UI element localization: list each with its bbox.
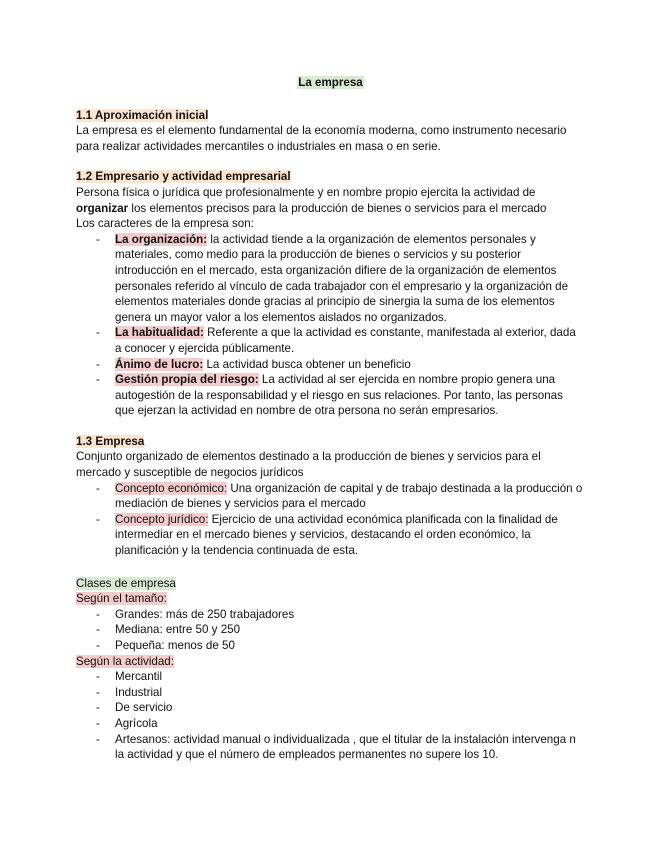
- bold-word: organizar: [76, 201, 129, 215]
- paragraph: Persona física o jurídica que profesionalmente y en nombre propio ejercita la actividad de organizar los elementos precisos para la producción de bienes o servicios para el mercado: [76, 185, 547, 215]
- term: La organización:: [115, 232, 208, 246]
- section-empresa: [76, 434, 585, 559]
- section-aproximacion: [76, 108, 585, 155]
- list-item: - De servicio: [96, 701, 173, 715]
- list-item: - Industrial: [96, 685, 163, 699]
- list-item: - Grandes: más de 250 trabajadores: [96, 607, 295, 621]
- caracteres-list: [76, 232, 585, 419]
- subheading-tamano: Según el tamaño:: [76, 592, 167, 606]
- section-empresario: [76, 169, 585, 419]
- section-heading-clases: Clases de empresa: [76, 576, 176, 590]
- list-item: - Mediana: entre 50 y 250: [96, 623, 241, 637]
- section-heading-1-1: 1.1 Aproximación inicial: [76, 108, 209, 122]
- paragraph: Los caracteres de la empresa son:: [76, 217, 254, 231]
- conceptos-list: [76, 481, 585, 559]
- list-item: - Concepto económico: Una organización de capital y de trabajo destinada a la producción o mediación de bienes y servicios para el mercado: [96, 481, 583, 511]
- list-item: - Pequeña: menos de 50: [96, 639, 235, 652]
- term: La habitualidad:: [115, 326, 204, 340]
- term: Gestión propia del riesgo:: [115, 373, 259, 387]
- list-item: - Concepto jurídico: Ejercicio de una actividad económica planificada con la finalidad de intermediar en el mercado bienes y servicios, destacando el orden económico, la planificación y la tendencia continuada de esta.: [96, 512, 558, 558]
- list-item: - Gestión propia del riesgo: La actividad al ser ejercida en nombre propio genera una autogestión de la responsabilidad y el riesgo en sus relaciones. Por tanto, las personas que ejerzan la actividad en nombre de otra persona no serán empresarios.: [96, 373, 563, 418]
- list-item: - La habitualidad: Referente a que la actividad es constante, manifestada al exterior, dada a conocer y ejercida públicamente.: [96, 326, 576, 355]
- list-item: - Artesanos: actividad manual o individualizada , que el titular de la instalación intervenga n la actividad y que el número de empleados permanentes no supere los 10.: [96, 732, 576, 762]
- paragraph: La empresa es el elemento fundamental de la economía moderna, como instrumento necesario para realizar actividades mercantiles o industriales en masa o en serie.: [76, 124, 567, 153]
- subheading-actividad: Según la actividad:: [76, 654, 174, 668]
- paragraph: Conjunto organizado de elementos destinado a la producción de bienes y servicios para el mercado y susceptible de negocios jurídicos: [76, 450, 541, 480]
- section-clases: [76, 576, 585, 763]
- term: Ánimo de lucro:: [115, 357, 204, 371]
- activity-list: [76, 669, 585, 763]
- section-heading-1-3: 1.3 Empresa: [76, 434, 145, 448]
- list-item: - La organización: la actividad tiende a la organización de elementos personales y materiales, como medio para la producción de bienes o servicios y su posterior introducción en el mercado, esta organización difiere de la organización de elementos personales referido al vínculo de cada trabajador con el empresario y la organización de elementos materiales donde gracias al principio de sinergia la suma de los elementos genera un mayor valor a los elementos aislados no organizados.: [96, 232, 569, 324]
- size-list: [76, 607, 585, 654]
- list-item: - Mercantil: [96, 670, 163, 684]
- section-heading-1-2: 1.2 Empresario y actividad empresarial: [76, 170, 291, 184]
- term: Concepto económico:: [115, 481, 228, 495]
- list-item: - Agrícola: [96, 716, 158, 730]
- term: Concepto jurídico:: [115, 512, 209, 526]
- list-item: - Ánimo de lucro: La actividad busca obtener un beneficio: [96, 357, 411, 371]
- document-title: La empresa: [298, 76, 363, 89]
